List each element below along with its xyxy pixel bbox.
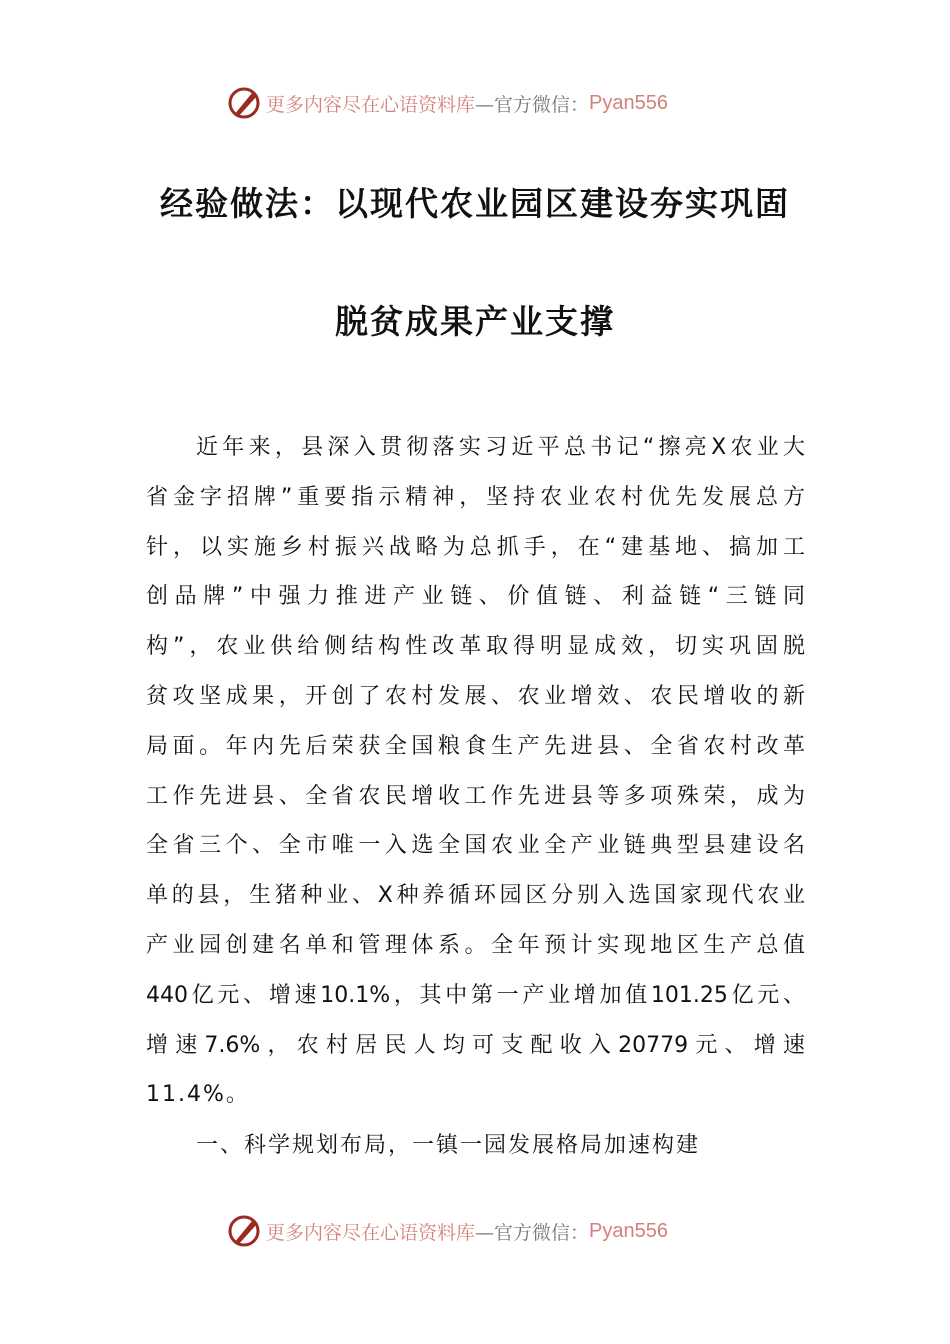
pen-logo-icon xyxy=(226,85,262,121)
watermark-wechat-id: Pyan556 xyxy=(589,1219,668,1242)
watermark-wechat-id: Pyan556 xyxy=(589,91,668,114)
watermark-wechat-label: —官方微信： xyxy=(475,93,590,116)
paragraph-line: 单的县，生猪种业、X种养循环园区分别入选国家现代农业 xyxy=(146,883,805,909)
paragraph-line: 省金字招牌”重要指示精神，坚持农业农村优先发展总方 xyxy=(146,484,805,510)
watermark-header xyxy=(226,83,668,123)
document-title-line2: 脱贫成果产业支撑 xyxy=(335,302,615,341)
watermark-wechat-label: —官方微信： xyxy=(475,1221,590,1244)
paragraph-line: 创品牌”中强力推进产业链、价值链、利益链“三链同 xyxy=(146,584,805,610)
watermark-footer xyxy=(226,1211,668,1251)
paragraph-line: 产业园创建名单和管理体系。全年预计实现地区生产总值 xyxy=(146,933,805,958)
paragraph-line: 近年来，县深入贯彻落实习近平总书记“擦亮X农业大 xyxy=(196,435,805,460)
paragraph-line: 全省三个、全市唯一入选全国农业全产业链典型县建设名 xyxy=(146,833,805,859)
paragraph-line: 440亿元、增速10.1%，其中第一产业增加值101.25亿元、 xyxy=(146,982,805,1008)
paragraph-line: 贫攻坚成果，开创了农村发展、农业增效、农民增收的新 xyxy=(146,684,805,709)
paragraph-line: 工作先进县、全省农民增收工作先进县等多项殊荣，成为 xyxy=(146,783,805,809)
watermark-text: 更多内容尽在心语资料库 xyxy=(266,1221,476,1244)
section-heading-1: 一、科学规划布局，一镇一园发展格局加速构建 xyxy=(196,1133,701,1158)
watermark-text: 更多内容尽在心语资料库 xyxy=(266,93,476,116)
paragraph-line: 局面。年内先后荣获全国粮食生产先进县、全省农村改革 xyxy=(146,733,805,759)
paragraph-line: 增速7.6%，农村居民人均可支配收入20779元、增速 xyxy=(146,1032,805,1058)
paragraph-line: 11.4%。 xyxy=(146,1082,250,1108)
pen-logo-icon xyxy=(226,1213,262,1249)
paragraph-line: 构”，农业供给侧结构性改革取得明显成效，切实巩固脱 xyxy=(146,634,805,660)
document-title-line1: 经验做法：以现代农业园区建设夯实巩固 xyxy=(160,184,790,223)
paragraph-line: 针，以实施乡村振兴战略为总抓手，在“建基地、搞加工 xyxy=(146,534,805,560)
